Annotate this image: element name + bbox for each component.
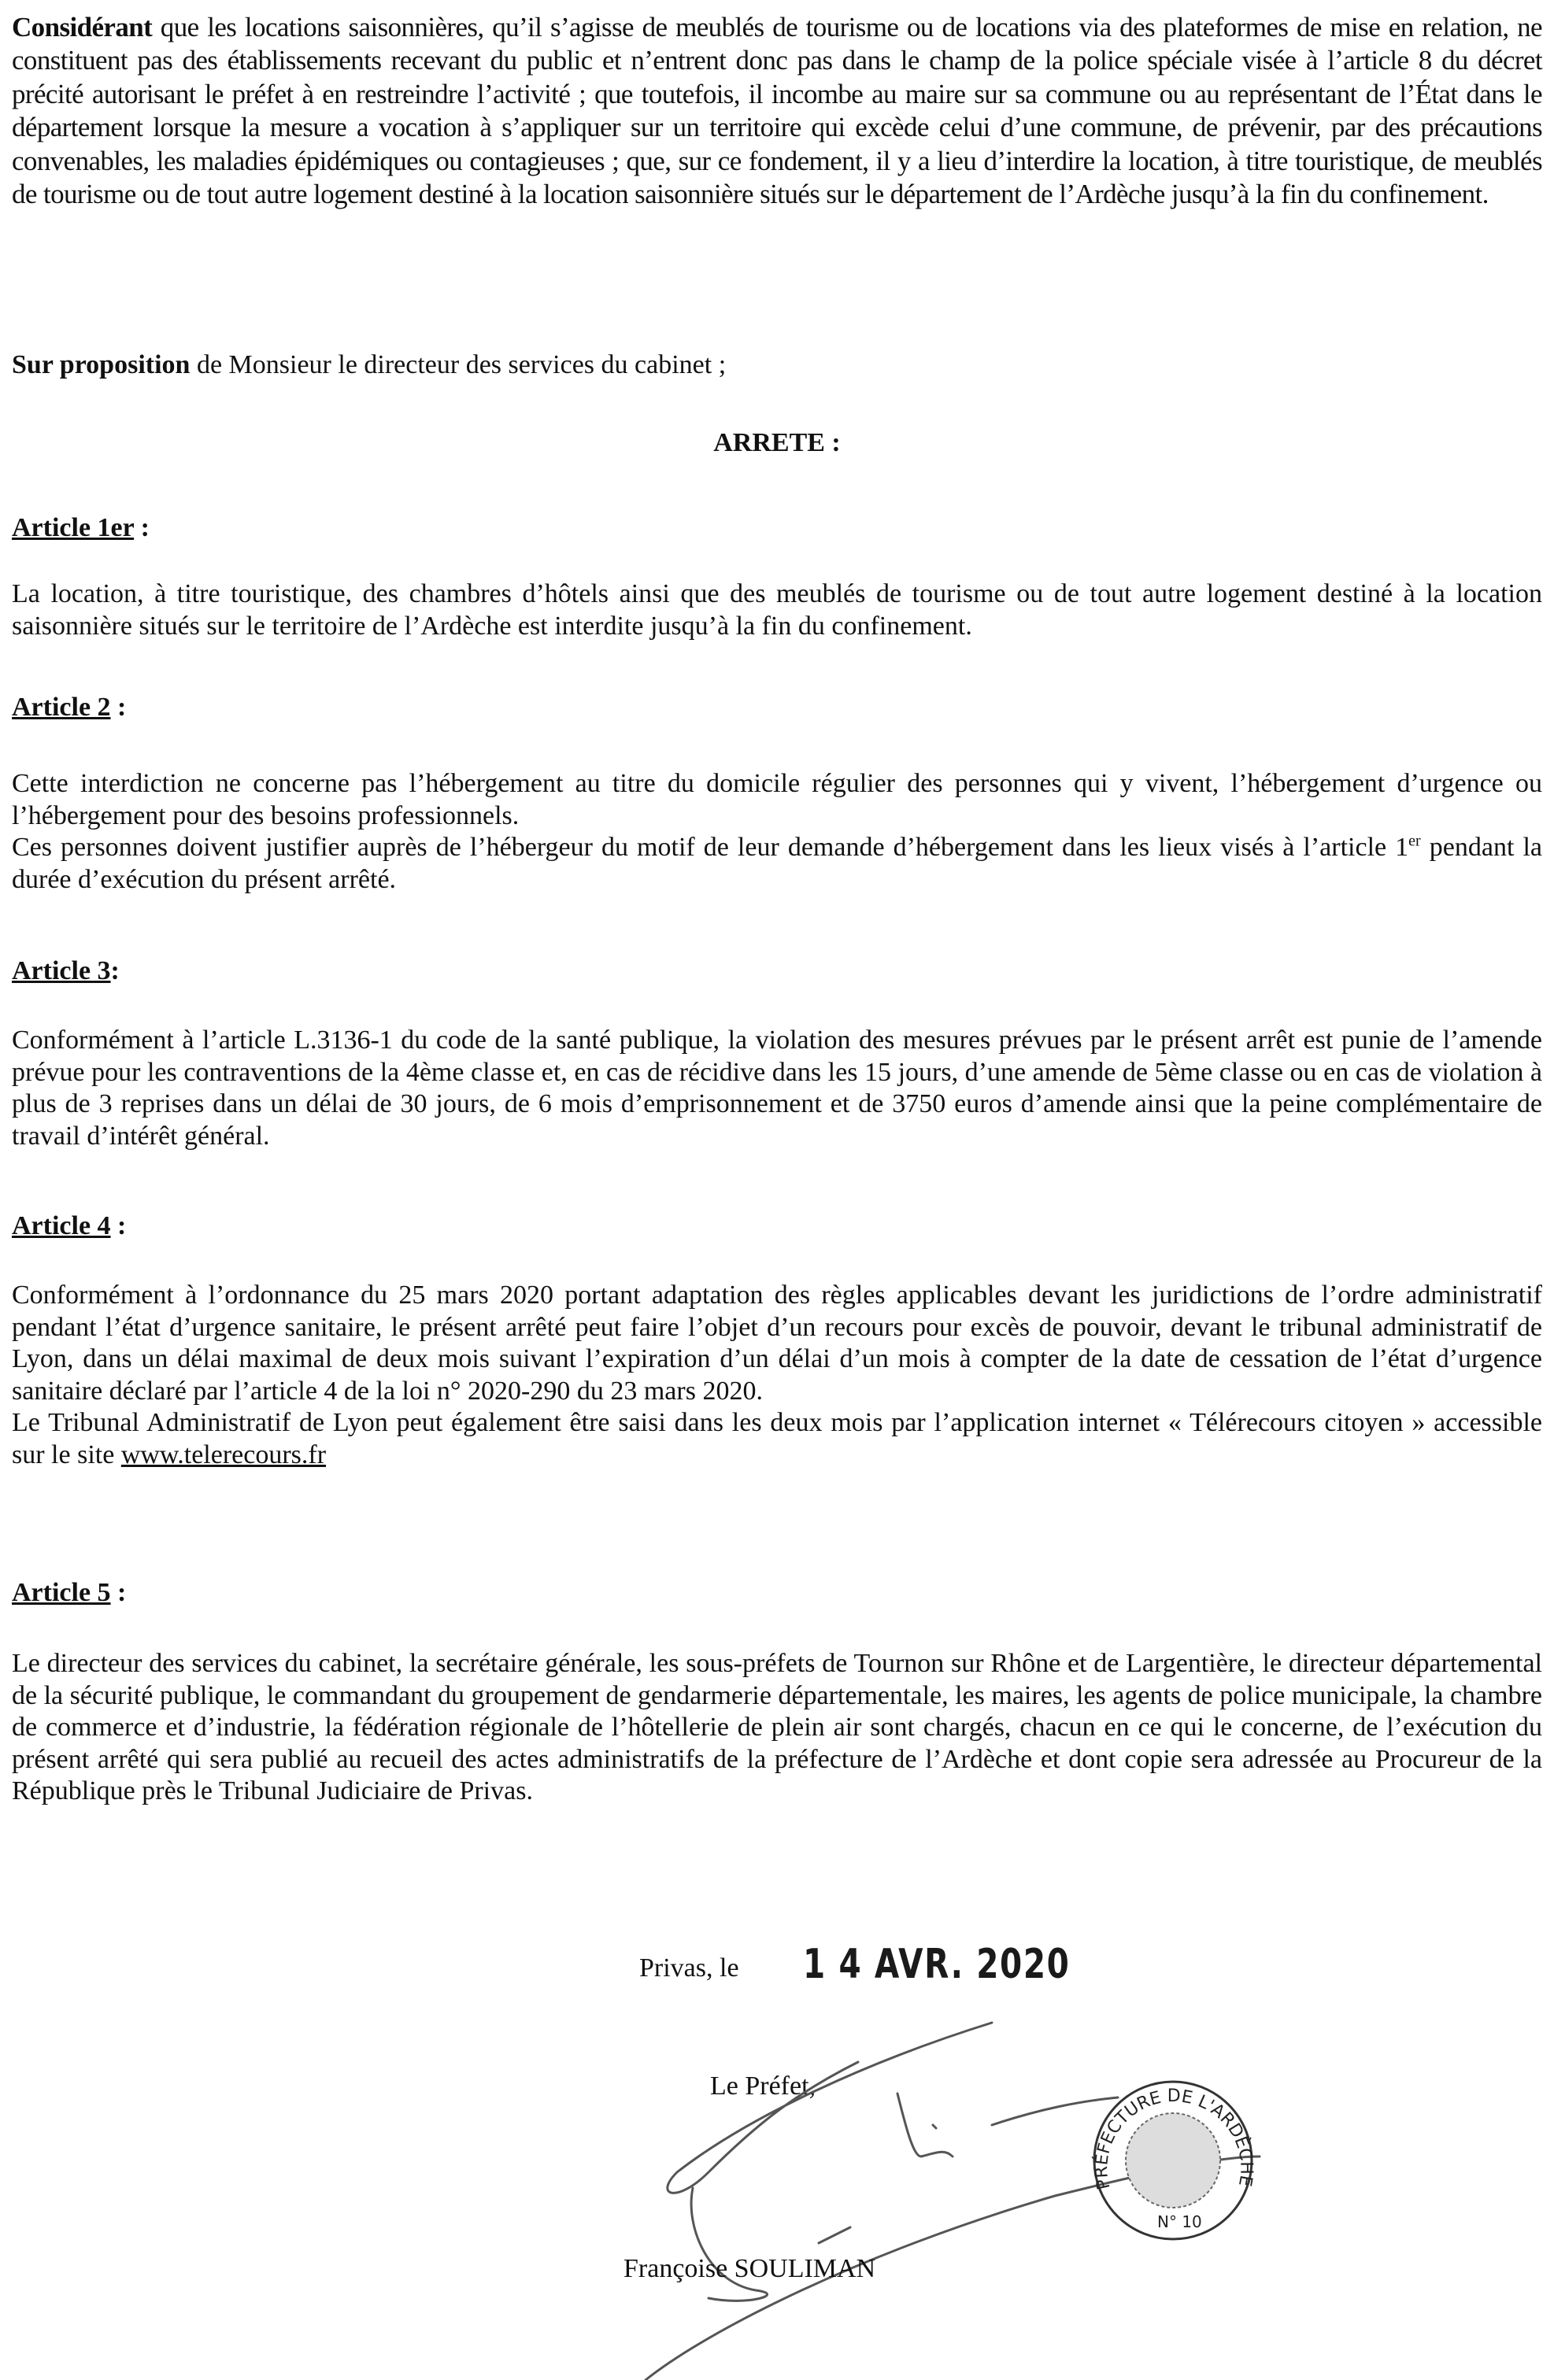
article-1-label: Article 1er [12, 513, 135, 542]
article-4-para-2-text: Le Tribunal Administratif de Lyon peut également être saisi dans les deux mois par l’application internet « Télérecours citoyen » accessible sur le site [12, 1408, 1542, 1469]
article-3-text: Conformément à l’article L.3136-1 du code de la santé publique, la violation des mesures prévues par le présent arrêt est punie de l’amende prévue pour les contraventions de la 4ème classe et, en cas de récidive dans les 15 jours, d’une amende de 5ème classe ou en cas de violation à plus de 3 reprises dans un délai de 30 jours, de 6 mois d’emprisonnement et de 3750 euros d’amende ainsi que la peine complémentaire de travail d’intérêt général. [12, 1026, 1542, 1151]
article-3-suffix: : [110, 956, 120, 985]
proposition-lead: Sur proposition [12, 350, 191, 379]
signatory-name: Françoise SOULIMAN [623, 2254, 876, 2283]
article-1-text: La location, à titre touristique, des chambres d’hôtels ainsi que des meublés de tourisme ou de tout autre logement destiné à la location saisonnière situés sur le territoire de l’Ardèche est interdite jusqu’à la fin du confinement. [12, 579, 1542, 641]
place-date-label: Privas, le [639, 1953, 739, 1983]
article-2-label: Article 2 [12, 693, 111, 722]
article-4-para-1: Conformément à l’ordonnance du 25 mars 2020 portant adaptation des règles applicables devant les juridictions de l’ordre administratif pendant l’état d’urgence sanitaire, le présent arrêté peut faire l’objet d’un recours pour excès de pouvoir, devant le tribunal administratif de Lyon, dans un délai maximal de deux mois suivant l’expiration d’un délai d’un mois à compter de la date de cessation de l’état d’urgence sanitaire déclaré par l’article 4 de la loi n° 2020-290 du 23 mars 2020. [12, 1281, 1542, 1406]
considerant-lead: Considérant [12, 12, 153, 42]
considerant-text: que les locations saisonnières, qu’il s’agisse de meublés de tourisme ou de locations via des plateformes de mise en relation, ne constituent pas des établissements recevant du public et n’entrent donc pas dans le champ de la police spéciale visée à l’article 8 du décret précité autorisant le préfet à en restreindre l’activité ; que toutefois, il incombe au maire sur sa commune ou au représentant de l’État dans le département lorsque la mesure a vocation à s’appliquer sur un territoire qui excède celui d’une commune, de prévenir, par des précautions convenables, les maladies épidémiques ou contagieuses ; que, sur ce fondement, il y a lieu d’interdire la location, à titre touristique, de meublés de tourisme ou de tout autre logement destiné à la location saisonnière situés sur le département de l’Ardèche jusqu’à la fin du confinement. [12, 12, 1542, 210]
arrete-title: ARRETE : [713, 428, 841, 457]
article-2-suffix: : [110, 693, 127, 722]
article-2-para-2-text: Ces personnes doivent justifier auprès de l’hébergeur du motif de leur demande d’hébergement dans les lieux visés à l’article 1 [12, 833, 1409, 862]
article-3-label: Article 3 [12, 956, 111, 985]
telerecours-link[interactable]: www.telerecours.fr [120, 1439, 327, 1469]
article-5-suffix: : [110, 1578, 127, 1607]
seal-text: PRÉFECTURE DE L'ARDÈCHE [1092, 2086, 1256, 2192]
date-stamp: 1 4 AVR. 2020 [803, 1941, 1071, 1988]
article-5-label: Article 5 [12, 1578, 111, 1607]
signatory-role: Le Préfet, [710, 2071, 816, 2101]
seal-number: N° 10 [1157, 2212, 1202, 2231]
article-4-suffix: : [110, 1211, 127, 1240]
article-5-text: Le directeur des services du cabinet, la secrétaire générale, les sous-préfets de Tournon sur Rhône et de Largentière, le directeur départemental de la sécurité publique, le commandant du groupement de gendarmerie départementale, les maires, les agents de police municipale, la chambre de commerce et d’industrie, la fédération régionale de l’hôtellerie de plein air sont chargés, chacun en ce qui le concerne, de l’exécution du présent arrêté qui sera publié au recueil des actes administratifs de la préfecture de l’Ardèche et dont copie sera adressée au Procureur de la République près le Tribunal Judiciaire de Privas. [12, 1649, 1542, 1805]
prefecture-seal [1091, 2082, 1256, 2239]
proposition-text: de Monsieur le directeur des services du cabinet ; [190, 350, 727, 379]
article-4-label: Article 4 [12, 1211, 111, 1240]
article-1-suffix: : [134, 513, 150, 542]
article-2-para-1: Cette interdiction ne concerne pas l’hébergement au titre du domicile régulier des personnes qui y vivent, l’hébergement d’urgence ou l’hébergement pour des besoins professionnels. [12, 769, 1542, 830]
superscript: er [1408, 832, 1421, 850]
article-2-para-2-end: pendant la durée d’exécution du présent arrêté. [12, 833, 1542, 894]
